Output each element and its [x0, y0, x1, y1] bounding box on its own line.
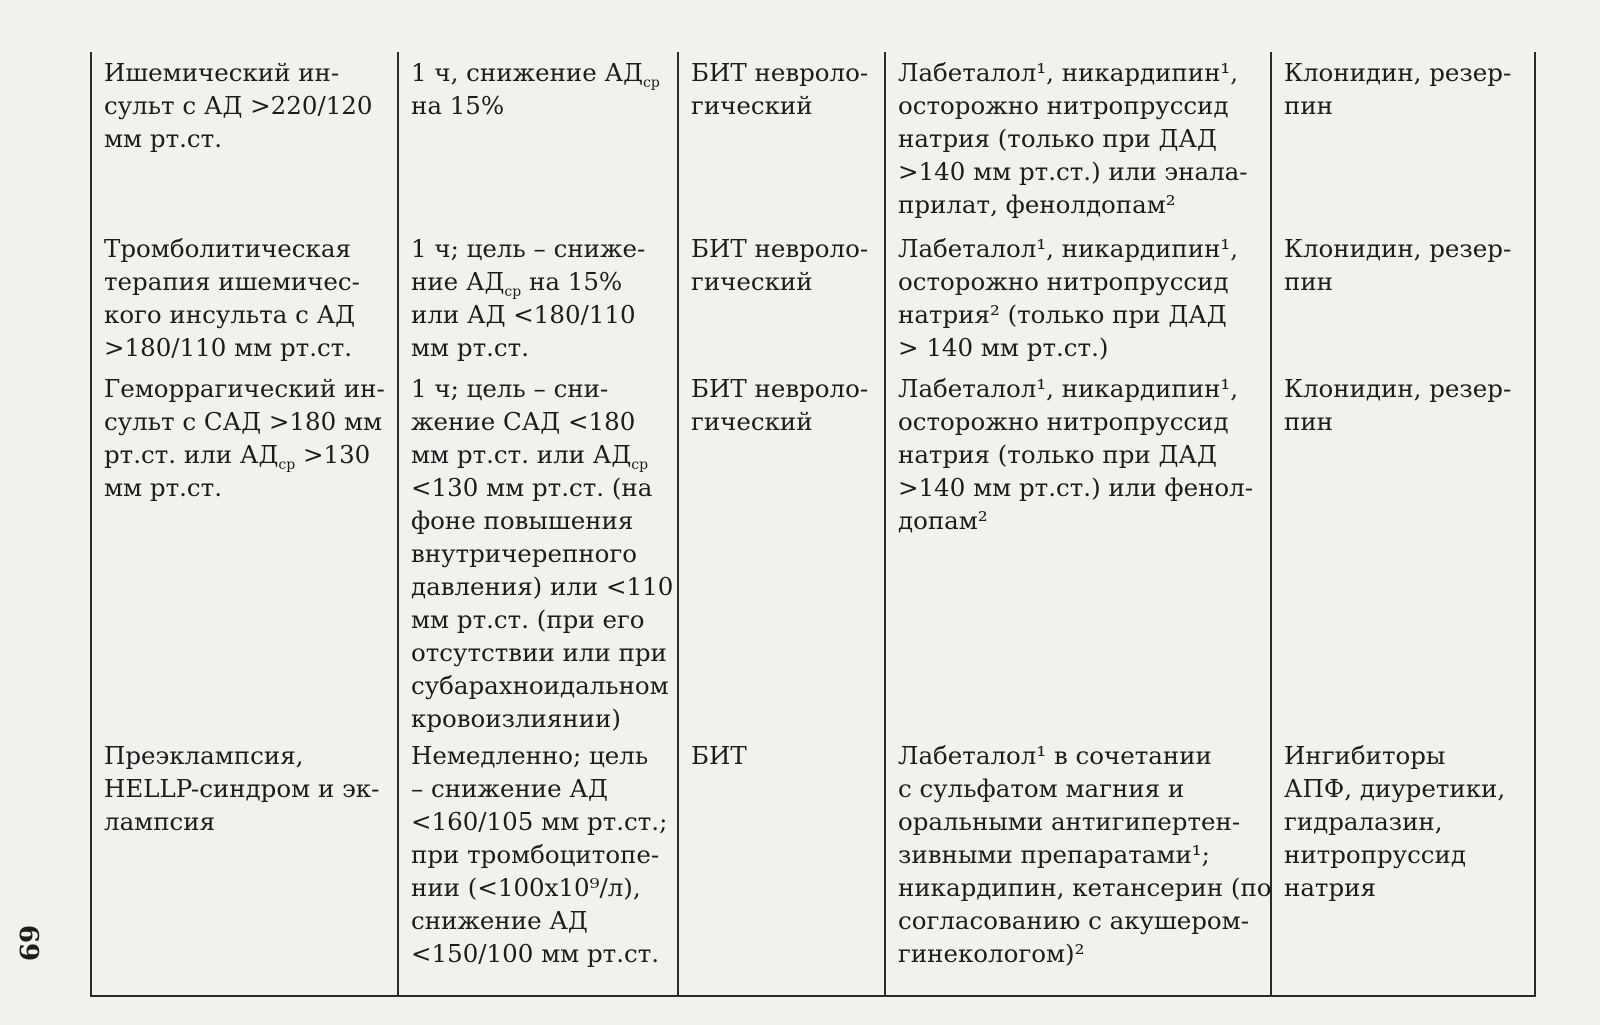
- text-line: АПФ, диуретики,: [1284, 774, 1506, 803]
- text-fragment: мм рт.ст. или АД: [411, 440, 632, 469]
- avoid-drugs-cell: [1271, 228, 1535, 368]
- text-line: натрия (только при ДАД: [898, 440, 1217, 469]
- text-line: отсутствии или при: [411, 638, 667, 667]
- text-line: натрия: [1284, 873, 1376, 902]
- text-line: нии (<100х10⁹/л),: [411, 873, 641, 902]
- text-line: мм рт.ст. (при его: [411, 605, 645, 634]
- text-line: осторожно нитропруссид: [898, 407, 1229, 436]
- text-line: [411, 56, 667, 89]
- text-line: натрия (только при ДАД: [898, 124, 1217, 153]
- text-line: терапия ишемичес-: [104, 267, 360, 296]
- text-line: зивными препаратами¹;: [898, 840, 1210, 869]
- text-line: >140 мм рт.ст.) или энала-: [898, 157, 1248, 186]
- text-line: мм рт.ст.: [411, 333, 529, 362]
- text-line: Немедленно; цель: [411, 741, 649, 770]
- text-line: Лабеталол¹, никардипин¹,: [898, 234, 1239, 263]
- text-line: осторожно нитропруссид: [898, 267, 1229, 296]
- text-line: на 15%: [411, 91, 505, 120]
- unit-cell: [678, 368, 885, 735]
- text-line: сульт с САД >180 мм: [104, 407, 383, 436]
- preferred-drugs-cell: [885, 228, 1271, 368]
- timing-cell: [398, 368, 678, 735]
- text-line: Лабеталол¹ в сочетании: [898, 741, 1212, 770]
- subscript: ср: [631, 456, 649, 473]
- text-fragment: >130: [295, 440, 371, 469]
- text-fragment: 1 ч, снижение АД: [411, 58, 643, 87]
- avoid-drugs-cell: [1271, 735, 1535, 996]
- text-line: лампсия: [104, 807, 216, 836]
- condition-cell: [91, 368, 398, 735]
- text-fragment: ние АД: [411, 267, 505, 296]
- timing-cell: [398, 52, 678, 228]
- text-line: давления) или <110: [411, 572, 674, 601]
- text-line: Клонидин, резер-: [1284, 234, 1512, 263]
- text-line: или АД <180/110: [411, 300, 636, 329]
- text-line: 1 ч; цель – сниже-: [411, 234, 646, 263]
- text-line: [411, 265, 667, 298]
- text-line: натрия² (только при ДАД: [898, 300, 1227, 329]
- text-line: Лабеталол¹, никардипин¹,: [898, 374, 1239, 403]
- text-line: согласованию с акушером-: [898, 906, 1250, 935]
- text-line: осторожно нитропруссид: [898, 91, 1229, 120]
- text-line: оральными антигипертен-: [898, 807, 1241, 836]
- text-line: пин: [1284, 267, 1333, 296]
- text-line: никардипин, кетансерин (по: [898, 873, 1272, 902]
- table-row: [91, 228, 1535, 368]
- text-line: Клонидин, резер-: [1284, 58, 1512, 87]
- text-line: мм рт.ст.: [104, 124, 222, 153]
- text-line: – снижение АД: [411, 774, 608, 803]
- preferred-drugs-cell: [885, 52, 1271, 228]
- text-line: >140 мм рт.ст.) или фенол-: [898, 473, 1254, 502]
- preferred-drugs-cell: [885, 368, 1271, 735]
- avoid-drugs-cell: [1271, 368, 1535, 735]
- text-line: при тромбоцитопе-: [411, 840, 660, 869]
- text-line: прилат, фенолдопам²: [898, 190, 1176, 219]
- text-line: кого инсульта с АД: [104, 300, 356, 329]
- avoid-drugs-cell: [1271, 52, 1535, 228]
- text-line: субарахноидальном: [411, 671, 669, 700]
- text-line: гидралазин,: [1284, 807, 1443, 836]
- text-line: фоне повышения: [411, 506, 634, 535]
- timing-cell: [398, 228, 678, 368]
- text-line: БИТ невроло-: [691, 58, 869, 87]
- subscript: ср: [504, 283, 522, 300]
- text-line: Ишемический ин-: [104, 58, 340, 87]
- text-line: снижение АД: [411, 906, 588, 935]
- text-line: кровоизлиянии): [411, 704, 621, 733]
- treatment-table-container: [90, 52, 1534, 993]
- unit-cell: [678, 735, 885, 996]
- page-number: 69: [13, 924, 43, 962]
- text-line: внутричерепного: [411, 539, 637, 568]
- text-line: гический: [691, 267, 813, 296]
- text-line: Преэклампсия,: [104, 741, 304, 770]
- hypertension-treatment-table: [90, 52, 1536, 997]
- text-line: нитропруссид: [1284, 840, 1466, 869]
- subscript: ср: [278, 456, 296, 473]
- unit-cell: [678, 228, 885, 368]
- text-line: > 140 мм рт.ст.): [898, 333, 1109, 362]
- table-row: [91, 735, 1535, 996]
- text-fragment: рт.ст. или АД: [104, 440, 279, 469]
- text-line: пин: [1284, 407, 1333, 436]
- text-line: <150/100 мм рт.ст.: [411, 939, 660, 968]
- text-line: Геморрагический ин-: [104, 374, 385, 403]
- text-line: гинекологом)²: [898, 939, 1085, 968]
- unit-cell: [678, 52, 885, 228]
- condition-cell: [91, 735, 398, 996]
- table-row: [91, 368, 1535, 735]
- text-line: [104, 438, 387, 471]
- text-line: сульт с АД >220/120: [104, 91, 373, 120]
- text-line: гический: [691, 407, 813, 436]
- text-line: Ингибиторы: [1284, 741, 1446, 770]
- text-line: <160/105 мм рт.ст.;: [411, 807, 668, 836]
- text-line: пин: [1284, 91, 1333, 120]
- text-line: с сульфатом магния и: [898, 774, 1185, 803]
- text-line: БИТ: [691, 741, 747, 770]
- text-line: 1 ч; цель – сни-: [411, 374, 609, 403]
- preferred-drugs-cell: [885, 735, 1271, 996]
- text-line: БИТ невроло-: [691, 234, 869, 263]
- text-line: Клонидин, резер-: [1284, 374, 1512, 403]
- text-line: жение САД <180: [411, 407, 636, 436]
- text-line: >180/110 мм рт.ст.: [104, 333, 353, 362]
- text-line: БИТ невроло-: [691, 374, 869, 403]
- text-line: гический: [691, 91, 813, 120]
- table-row: [91, 52, 1535, 228]
- timing-cell: [398, 735, 678, 996]
- text-line: Тромболитическая: [104, 234, 351, 263]
- text-line: <130 мм рт.ст. (на: [411, 473, 653, 502]
- text-line: HELLP-синдром и эк-: [104, 774, 380, 803]
- text-fragment: на 15%: [521, 267, 623, 296]
- text-line: Лабеталол¹, никардипин¹,: [898, 58, 1239, 87]
- condition-cell: [91, 52, 398, 228]
- subscript: ср: [642, 74, 660, 91]
- text-line: допам²: [898, 506, 988, 535]
- condition-cell: [91, 228, 398, 368]
- text-line: [411, 438, 667, 471]
- text-line: мм рт.ст.: [104, 473, 222, 502]
